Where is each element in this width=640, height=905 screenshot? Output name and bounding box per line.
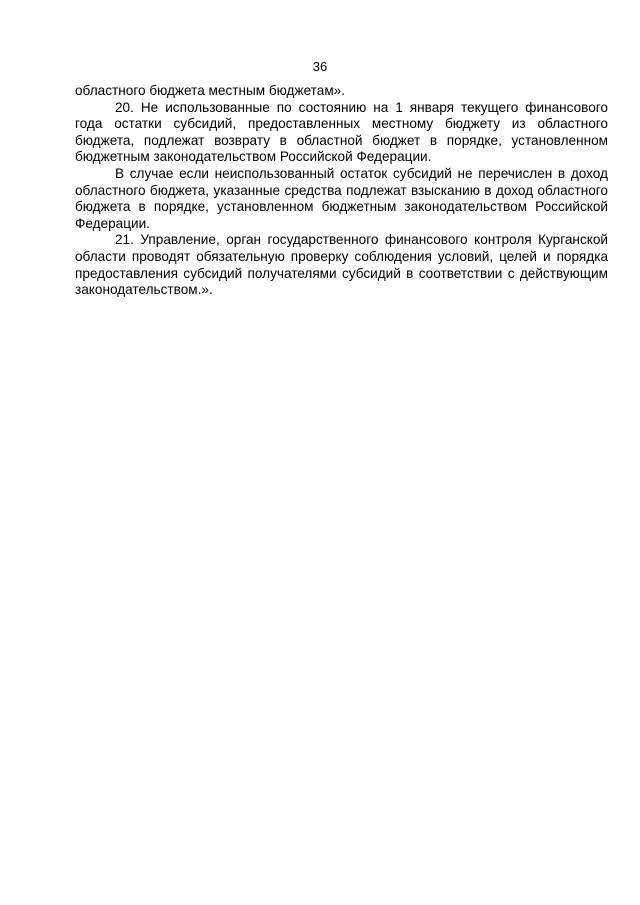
page-number: 36 <box>312 59 328 74</box>
paragraph-item-21: 21. Управление, орган государственного финансового контроля Курганской области проводят обязательную проверку соблюдения условий, целей и порядка предоставления субсидий получателями субсидий в соответствии с действующим законодательством.». <box>75 232 608 298</box>
paragraph-continuation: областного бюджета местным бюджетам». <box>75 83 346 98</box>
document-body <box>75 83 608 299</box>
paragraph-item-20: 20. Не использованные по состоянию на 1 января текущего финансового года остатки субсидий, предоставленных местному бюджету из областного бюджета, подлежат возврату в областной бюджет в порядке, установленном бюджетным законодательством Российской Федерации. <box>75 99 608 165</box>
paragraph-unused-balance: В случае если неиспользованный остаток субсидий не перечислен в доход областного бюджета, указанные средства подлежат взысканию в доход областного бюджета в порядке, установленном бюджетным законодательством Российской Федерации. <box>75 165 608 231</box>
